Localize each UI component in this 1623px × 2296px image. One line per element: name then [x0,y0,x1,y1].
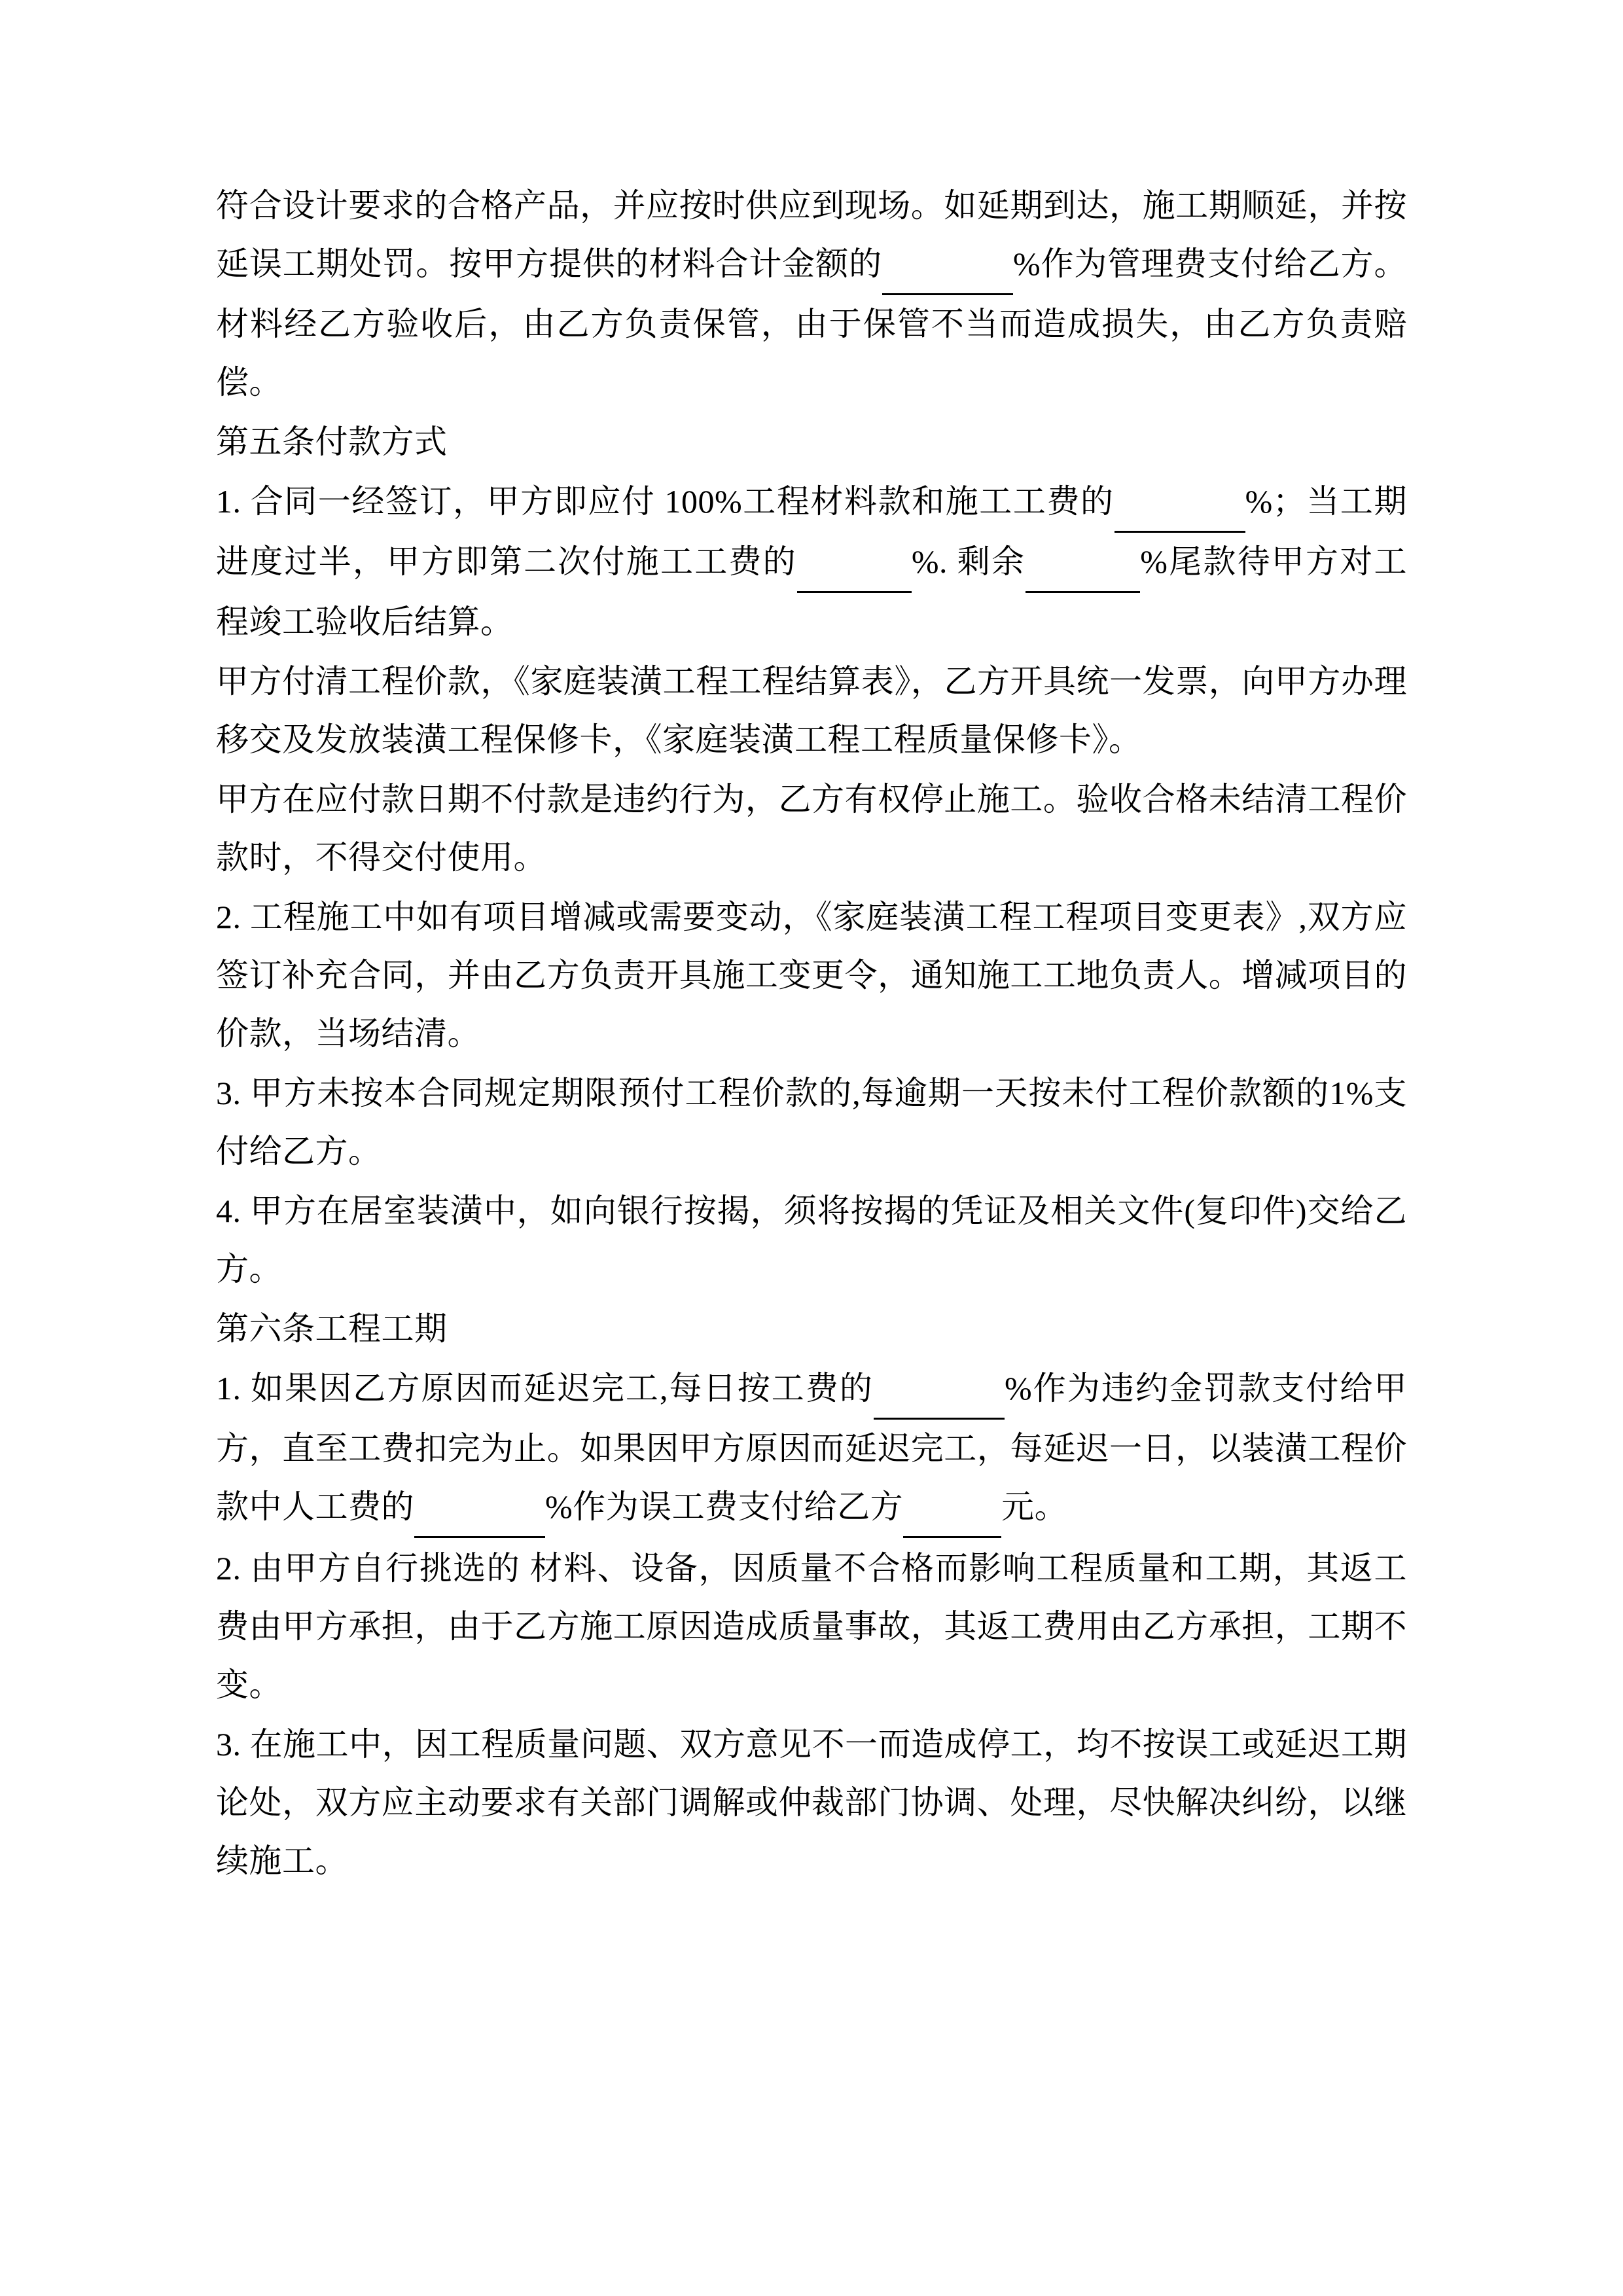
paragraph-text: 第六条工程工期 [216,1310,448,1347]
paragraph-text: %作为违约金罚款支付给甲方，直至工费扣完为止。如果因甲方原因而延迟完工，每延迟一日，以装潢工程价款中人工费的 [216,1370,1407,1525]
paragraph [216,1182,1407,1299]
document-body [216,177,1407,1890]
paragraph-text: 甲方在应付款日期不付款是违约行为，乙方有权停止施工。验收合格未结清工程价款时，不得交付使用。 [216,781,1407,876]
paragraph-text: 甲方付清工程价款，《家庭装潢工程工程结算表》，乙方开具统一发票，向甲方办理移交及发放装潢工程保修卡，《家庭装潢工程工程质量保修卡》。 [216,663,1407,758]
paragraph-text: 3. 在施工中，因工程质量问题、双方意见不一而造成停工，均不按误工或延迟工期论处，双方应主动要求有关部门调解或仲裁部门协调、处理，尽快解决纠纷，以继续施工。 [216,1726,1407,1879]
paragraph-text: 2. 由甲方自行挑选的 材料、设备，因质量不合格而影响工程质量和工期，其返工费由甲方承担，由于乙方施工原因造成质量事故，其返工费用由乙方承担，工期不变。 [216,1550,1407,1703]
paragraph [216,888,1407,1063]
fill-in-blank[interactable] [874,1359,1005,1420]
paragraph-text: 4. 甲方在居室装潢中，如向银行按揭，须将按揭的凭证及相关文件(复印件)交给乙方。 [216,1193,1407,1287]
paragraph [216,653,1407,769]
paragraph [216,1539,1407,1714]
paragraph-text: 符合设计要求的合格产品，并应按时供应到现场。如延期到达，施工期顺延，并按延误工期处罚。按甲方提供的材料合计金额的 [216,187,1407,282]
fill-in-blank[interactable] [414,1478,545,1538]
paragraph [216,1715,1407,1890]
paragraph-text: 第五条付款方式 [216,423,448,460]
paragraph [216,177,1407,412]
paragraph-text: %；当工期进度过半，甲方即第二次付施工工费的 [216,483,1408,580]
paragraph [216,1359,1407,1538]
paragraph-text: 2. 工程施工中如有项目增减或需要变动，《家庭装潢工程工程项目变更表》,双方应签订补充合同，并由乙方负责开具施工变更令，通知施工工地负责人。增减项目的价款，当场结清。 [216,899,1407,1052]
paragraph [216,473,1407,651]
paragraph [216,770,1407,887]
paragraph-text: 1. 如果因乙方原因而延迟完工,每日按工费的 [216,1370,874,1407]
paragraph-text: %尾款待甲方对工程竣工验收后结算。 [216,543,1408,640]
fill-in-blank[interactable] [797,533,912,593]
fill-in-blank[interactable] [903,1478,1001,1538]
paragraph-text: %作为误工费支付给乙方 [545,1488,904,1525]
paragraph-text: 元。 [1001,1488,1068,1525]
paragraph-text: %. 剩余 [911,543,1026,580]
paragraph [216,1064,1407,1181]
paragraph-text: %作为管理费支付给乙方。材料经乙方验收后，由乙方负责保管，由于保管不当而造成损失，由乙方负责赔偿。 [216,245,1407,401]
section-heading [216,1300,1407,1358]
fill-in-blank[interactable] [1026,533,1140,593]
paragraph-text: 1. 合同一经签订，甲方即应付 100%工程材料款和施工工费的 [216,483,1115,520]
section-heading [216,413,1407,471]
fill-in-blank[interactable] [882,235,1013,295]
paragraph-text: 3. 甲方未按本合同规定期限预付工程价款的,每逾期一天按未付工程价款额的1%支付给乙方。 [216,1075,1407,1170]
fill-in-blank[interactable] [1115,473,1245,533]
